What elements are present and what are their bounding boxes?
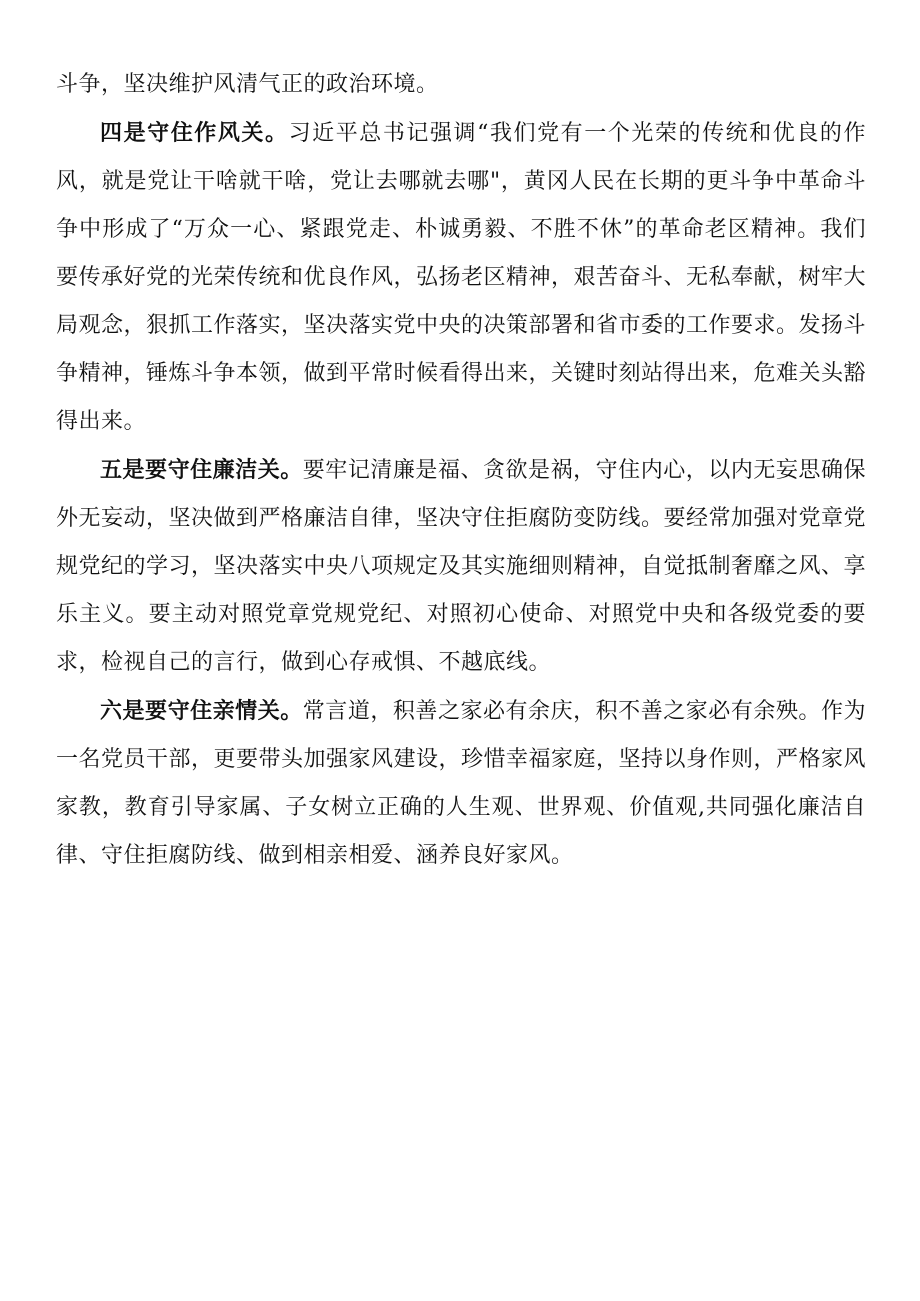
paragraph-text: 常言道，积善之家必有余庆，积不善之家必有余殃。作为一名党员干部，更要带头加强家风建设，珍惜幸福家庭，坚持以身作则，严格家风家教，教育引导家属、子女树立正确的人生观、世界观、价值观,共同强化廉洁自律、守住拒腐防线、做到相亲相爱、涵养良好家风。 (56, 699, 867, 868)
paragraph-text: 斗争，坚决维护风清气正的政治环境。 (56, 72, 439, 97)
paragraph-text: 要牢记清廉是福、贪欲是祸，守住内心，以内无妄思确保外无妄动，坚决做到严格廉洁自律，坚决守住拒腐防变防线。要经常加强对党章党规党纪的学习，坚决落实中央八项规定及其实施细则精神，自觉抵制奢靡之风、享乐主义。要主动对照党章党规党纪、对照初心使命、对照党中央和各级党委的要求，检视自己的言行，做到心存戒惧、不越底线。 (56, 458, 867, 675)
paragraph-lead: 五是要守住廉洁关。 (100, 457, 303, 483)
paragraph-family (56, 687, 866, 880)
paragraph-lead: 四是守住作风关。 (100, 120, 289, 146)
paragraph-continuation (56, 60, 866, 109)
paragraph-text: 习近平总书记强调“我们党有一个光荣的传统和优良的作风，就是党让干啥就干啥，党让去哪就去哪"，黄冈人民在长期的更斗争中革命斗争中形成了“万众一心、紧跟党走、朴诚勇毅、不胜不休”的革命老区精神。我们要传承好党的光荣传统和优良作风，弘扬老区精神，艰苦奋斗、无私奉献，树牢大局观念，狠抓工作落实，坚决落实党中央的决策部署和省市委的工作要求。发扬斗争精神，锤炼斗争本领，做到平常时候看得出来，关键时刻站得出来，危难关头豁得出来。 (56, 121, 867, 434)
paragraph-integrity (56, 446, 866, 687)
document-body (56, 60, 866, 880)
paragraph-lead: 六是要守住亲情关。 (100, 698, 303, 724)
paragraph-work-style (56, 109, 866, 446)
